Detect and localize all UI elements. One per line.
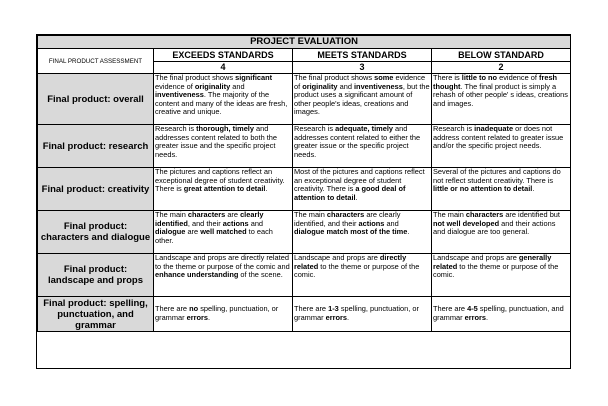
emphasis-text: enhance understanding <box>155 270 239 280</box>
row-label: Final product: landscape and props <box>38 254 154 297</box>
emphasis-text: actions <box>222 218 249 228</box>
emphasis-text: little or no attention to detail <box>433 184 533 194</box>
evaluation-rubric <box>36 34 571 369</box>
emphasis-text: adequate, timely <box>335 124 393 133</box>
emphasis-text: dialogue match most of the time <box>294 227 408 237</box>
emphasis-text: some <box>374 73 394 82</box>
emphasis-text: little to no <box>461 73 498 82</box>
rubric-row-research <box>38 125 571 168</box>
rubric-row-landscape <box>38 254 571 297</box>
score-meets: 3 <box>293 62 432 74</box>
criteria-cell: There is little to no evidence of fresh thought. The final product is simply a rehash of other people' s ideas, creations and images. <box>432 74 571 125</box>
criteria-cell: There are no spelling, punctuation, or grammar errors. <box>154 297 293 332</box>
row-label: Final product: overall <box>38 74 154 125</box>
emphasis-text: fresh thought <box>433 73 558 91</box>
emphasis-text: inadequate <box>474 124 514 133</box>
emphasis-text: characters <box>187 210 226 219</box>
criteria-cell: There are 4-5 spelling, punctuation, and grammar errors. <box>432 297 571 332</box>
emphasis-text: no <box>189 304 199 314</box>
emphasis-text: originality <box>194 81 231 91</box>
criteria-cell: Most of the pictures and captions reflect an exceptional degree of student creativity. There is a good deal of attention to detail. <box>293 168 432 211</box>
column-header-meets: MEETS STANDARDS <box>293 49 432 62</box>
emphasis-text: not well developed <box>433 218 500 228</box>
emphasis-text: originality <box>302 81 338 91</box>
emphasis-text: a good deal of attention to detail <box>294 184 406 202</box>
emphasis-text: inventiveness <box>155 90 204 100</box>
criteria-cell: Research is inadequate or does not address content related to greater issue and/or the specific project needs. <box>432 125 571 168</box>
criteria-cell: The final product shows some evidence of originality and inventiveness, but the product uses a significant amount of other people's ideas, creations and images. <box>293 74 432 125</box>
rubric-table <box>37 35 571 332</box>
criteria-cell: The main characters are clearly identified, and their actions and dialogue match most of the time. <box>293 211 432 254</box>
criteria-cell: Several of the pictures and captions do not reflect student creativity. There is little or no attention to detail. <box>432 168 571 211</box>
emphasis-text: errors <box>464 313 486 322</box>
criteria-cell: Landscape and props are generally related to the theme or purpose of the comic. <box>432 254 571 297</box>
emphasis-text: directly related <box>294 253 407 271</box>
emphasis-text: characters <box>326 210 365 219</box>
rubric-row-overall <box>38 74 571 125</box>
row-label: Final product: spelling, punctuation, and grammar <box>38 297 154 332</box>
row-label: Final product: research <box>38 125 154 168</box>
criteria-cell: The pictures and captions reflect an exceptional degree of student creativity. There is great attention to detail. <box>154 168 293 211</box>
emphasis-text: great attention to detail <box>183 184 266 194</box>
criteria-cell: Landscape and props are directly related to the theme or purpose of the comic. <box>293 254 432 297</box>
score-exceeds: 4 <box>154 62 293 74</box>
criteria-cell: Research is adequate, timely and addresses content related to either the greater issue or the specific project needs. <box>293 125 432 168</box>
emphasis-text: clearly identified <box>155 210 264 228</box>
criteria-cell: Landscape and props are directly related to the theme or purpose of the comic and enhance understanding of the scene. <box>154 254 293 297</box>
score-below: 2 <box>432 62 571 74</box>
emphasis-text: dialogue <box>155 227 186 237</box>
criteria-cell: The main characters are identified but not well developed and their actions and dialogue are too general. <box>432 211 571 254</box>
rubric-row-spelling <box>38 297 571 332</box>
page-title: PROJECT EVALUATION <box>38 36 571 49</box>
assessment-label: FINAL PRODUCT ASSESSMENT <box>38 49 154 74</box>
column-header-exceeds: EXCEEDS STANDARDS <box>154 49 293 62</box>
emphasis-text: characters <box>465 210 504 219</box>
emphasis-text: inventiveness <box>354 81 403 91</box>
rubric-row-characters <box>38 211 571 254</box>
row-label: Final product: creativity <box>38 168 154 211</box>
row-label: Final product: characters and dialogue <box>38 211 154 254</box>
emphasis-text: 1-3 <box>328 304 339 314</box>
criteria-cell: There are 1-3 spelling, punctuation, or grammar errors. <box>293 297 432 332</box>
emphasis-text: well matched <box>200 227 247 237</box>
criteria-cell: The final product shows significant evidence of originality and inventiveness. The majority of the content and many of the ideas are fresh, creative and unique. <box>154 74 293 125</box>
emphasis-text: generally related <box>433 253 552 271</box>
emphasis-text: 4-5 <box>467 304 478 314</box>
emphasis-text: actions <box>358 218 385 228</box>
rubric-row-creativity <box>38 168 571 211</box>
emphasis-text: errors <box>186 313 208 322</box>
column-header-below: BELOW STANDARD <box>432 49 571 62</box>
emphasis-text: errors <box>325 313 347 322</box>
criteria-cell: The main characters are clearly identified, and their actions and dialogue are well matched to each other. <box>154 211 293 254</box>
emphasis-text: significant <box>235 73 273 82</box>
criteria-cell: Research is thorough, timely and addresses content related to both the greater issue and the specific project needs. <box>154 125 293 168</box>
emphasis-text: thorough, timely <box>196 124 254 133</box>
